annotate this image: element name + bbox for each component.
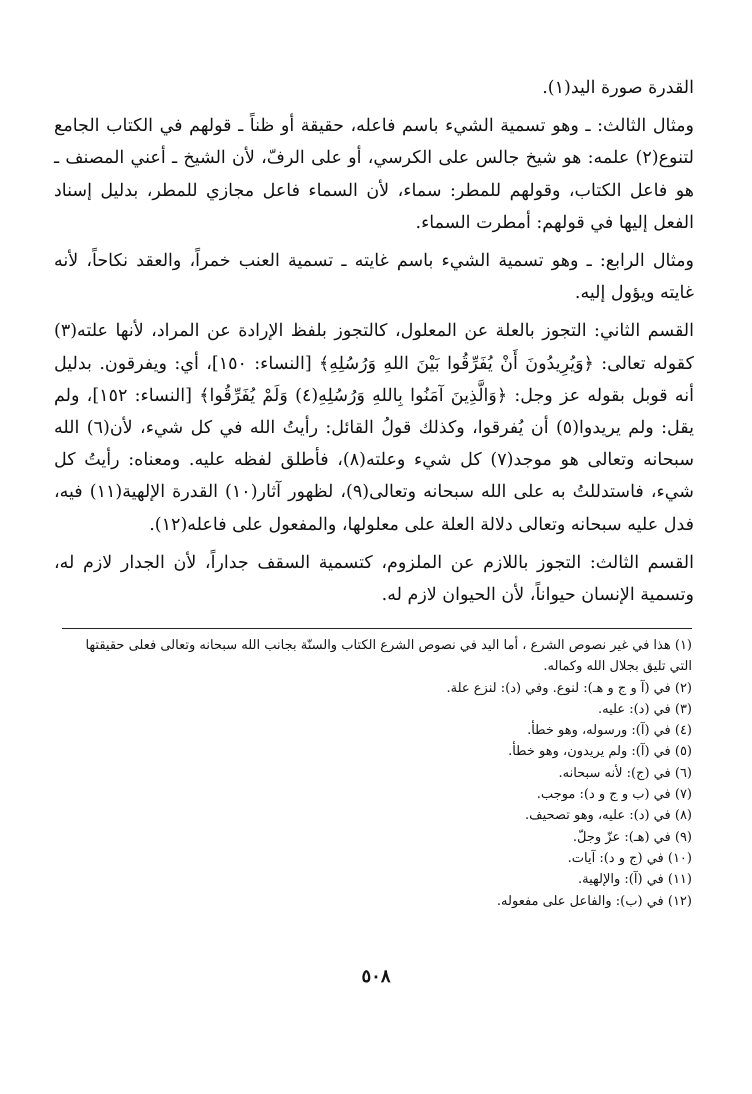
- footnote-6: (٦) في (ج): لأنه سبحانه.: [558, 765, 692, 781]
- footnotes: [62, 628, 692, 912]
- paragraph-4: القسم الثاني: التجوز بالعلة عن المعلول، كالتجوز بلفظ الإرادة عن المراد، لأنها علته(٣) كقوله تعالى: ﴿وَيُرِيدُونَ أَنْ يُفَرِّقُوا بَيْنَ اللهِ وَرُسُلِهِ﴾ [النساء: ١٥٠]، أي: ويفرقون. بدليل أنه قوبل بقوله عز وجل: ﴿وَالَّذِينَ آمَنُوا بِاللهِ وَرُسُلِهِ(٤) وَلَمْ يُفَرِّقُوا﴾ [النساء: ١٥٢]، ولم يقل: ولم يريدوا(٥) أن يُفرقوا، وكذلك قولُ القائل: رأيتُ الله في كل شيء، لأن(٦) الله سبحانه وتعالى هو موجد(٧) كل شيء وعلته(٨)، فأطلق لفظه عليه. ومعناه: رأيتُ كل شيء، فاستدللتُ به على الله سبحانه وتعالى(٩)، لظهور آثار(١٠) القدرة الإلهية(١١) فيه، فدل عليه سبحانه وتعالى دلالة العلة على معلولها، والمفعول على فاعله(١٢).: [54, 321, 695, 535]
- footnote-12: (١٢) في (ب): والفاعل على مفعوله.: [496, 893, 692, 909]
- paragraph-1: القدرة صورة اليد(١).: [542, 78, 694, 98]
- footnote-5: (٥) في (آ): ولم يريدون، وهو خطأ.: [508, 744, 692, 760]
- paragraph-3: ومثال الرابع: ـ وهو تسمية الشيء باسم غايته ـ تسمية العنب خمراً، والعقد نكاحاً، لأنه غايته ويؤول إليه.: [54, 251, 694, 304]
- page-number: ٥٠٨: [361, 966, 391, 987]
- main-text: [54, 72, 694, 611]
- footnote-1: (١) هذا في غير نصوص الشرع ، أما اليد في نصوص الشرع الكتاب والسنّة بجانب الله سبحانه وتعالى فعلى حقيقتها التي تليق بجلال الله وكماله.: [85, 638, 692, 675]
- paragraph-5: القسم الثالث: التجوز باللازم عن الملزوم، كتسمية السقف جداراً، لأن الجدار لازم له، وتسمية الإنسان حيواناً، لأن الحيوان لازم له.: [54, 552, 694, 606]
- footnote-9: (٩) في (هـ): عزّ وجلّ.: [572, 829, 692, 845]
- footnote-8: (٨) في (د): عليه، وهو تصحيف.: [525, 808, 692, 824]
- footnote-11: (١١) في (آ): والإلهية.: [578, 872, 692, 888]
- footnote-7: (٧) في (ب و ج و د): موجب.: [536, 787, 692, 803]
- footnote-10: (١٠) في (ج و د): آيات.: [567, 850, 692, 866]
- footnote-2: (٢) في (آ و ج و هـ): لنوع. وفي (د): لنزع علة.: [446, 680, 692, 696]
- paragraph-2: ومثال الثالث: ـ وهو تسمية الشيء باسم فاعله، حقيقة أو ظناً ـ قولهم في الكتاب الجامع لتنوع(٢) علمه: هو شيخ جالس على الكرسي، أو على الرفّ، لأن الشيخ ـ أعني المصنف ـ هو فاعل الكتاب، وقولهم للمطر: سماء، لأن السماء فاعل مجازي للمطر، بدليل إسناد الفعل إليها في قولهم: أمطرت السماء.: [54, 116, 694, 233]
- footnote-3: (٣) في (د): عليه.: [598, 701, 692, 717]
- footnote-4: (٤) في (آ): ورسوله، وهو خطأ.: [527, 723, 692, 739]
